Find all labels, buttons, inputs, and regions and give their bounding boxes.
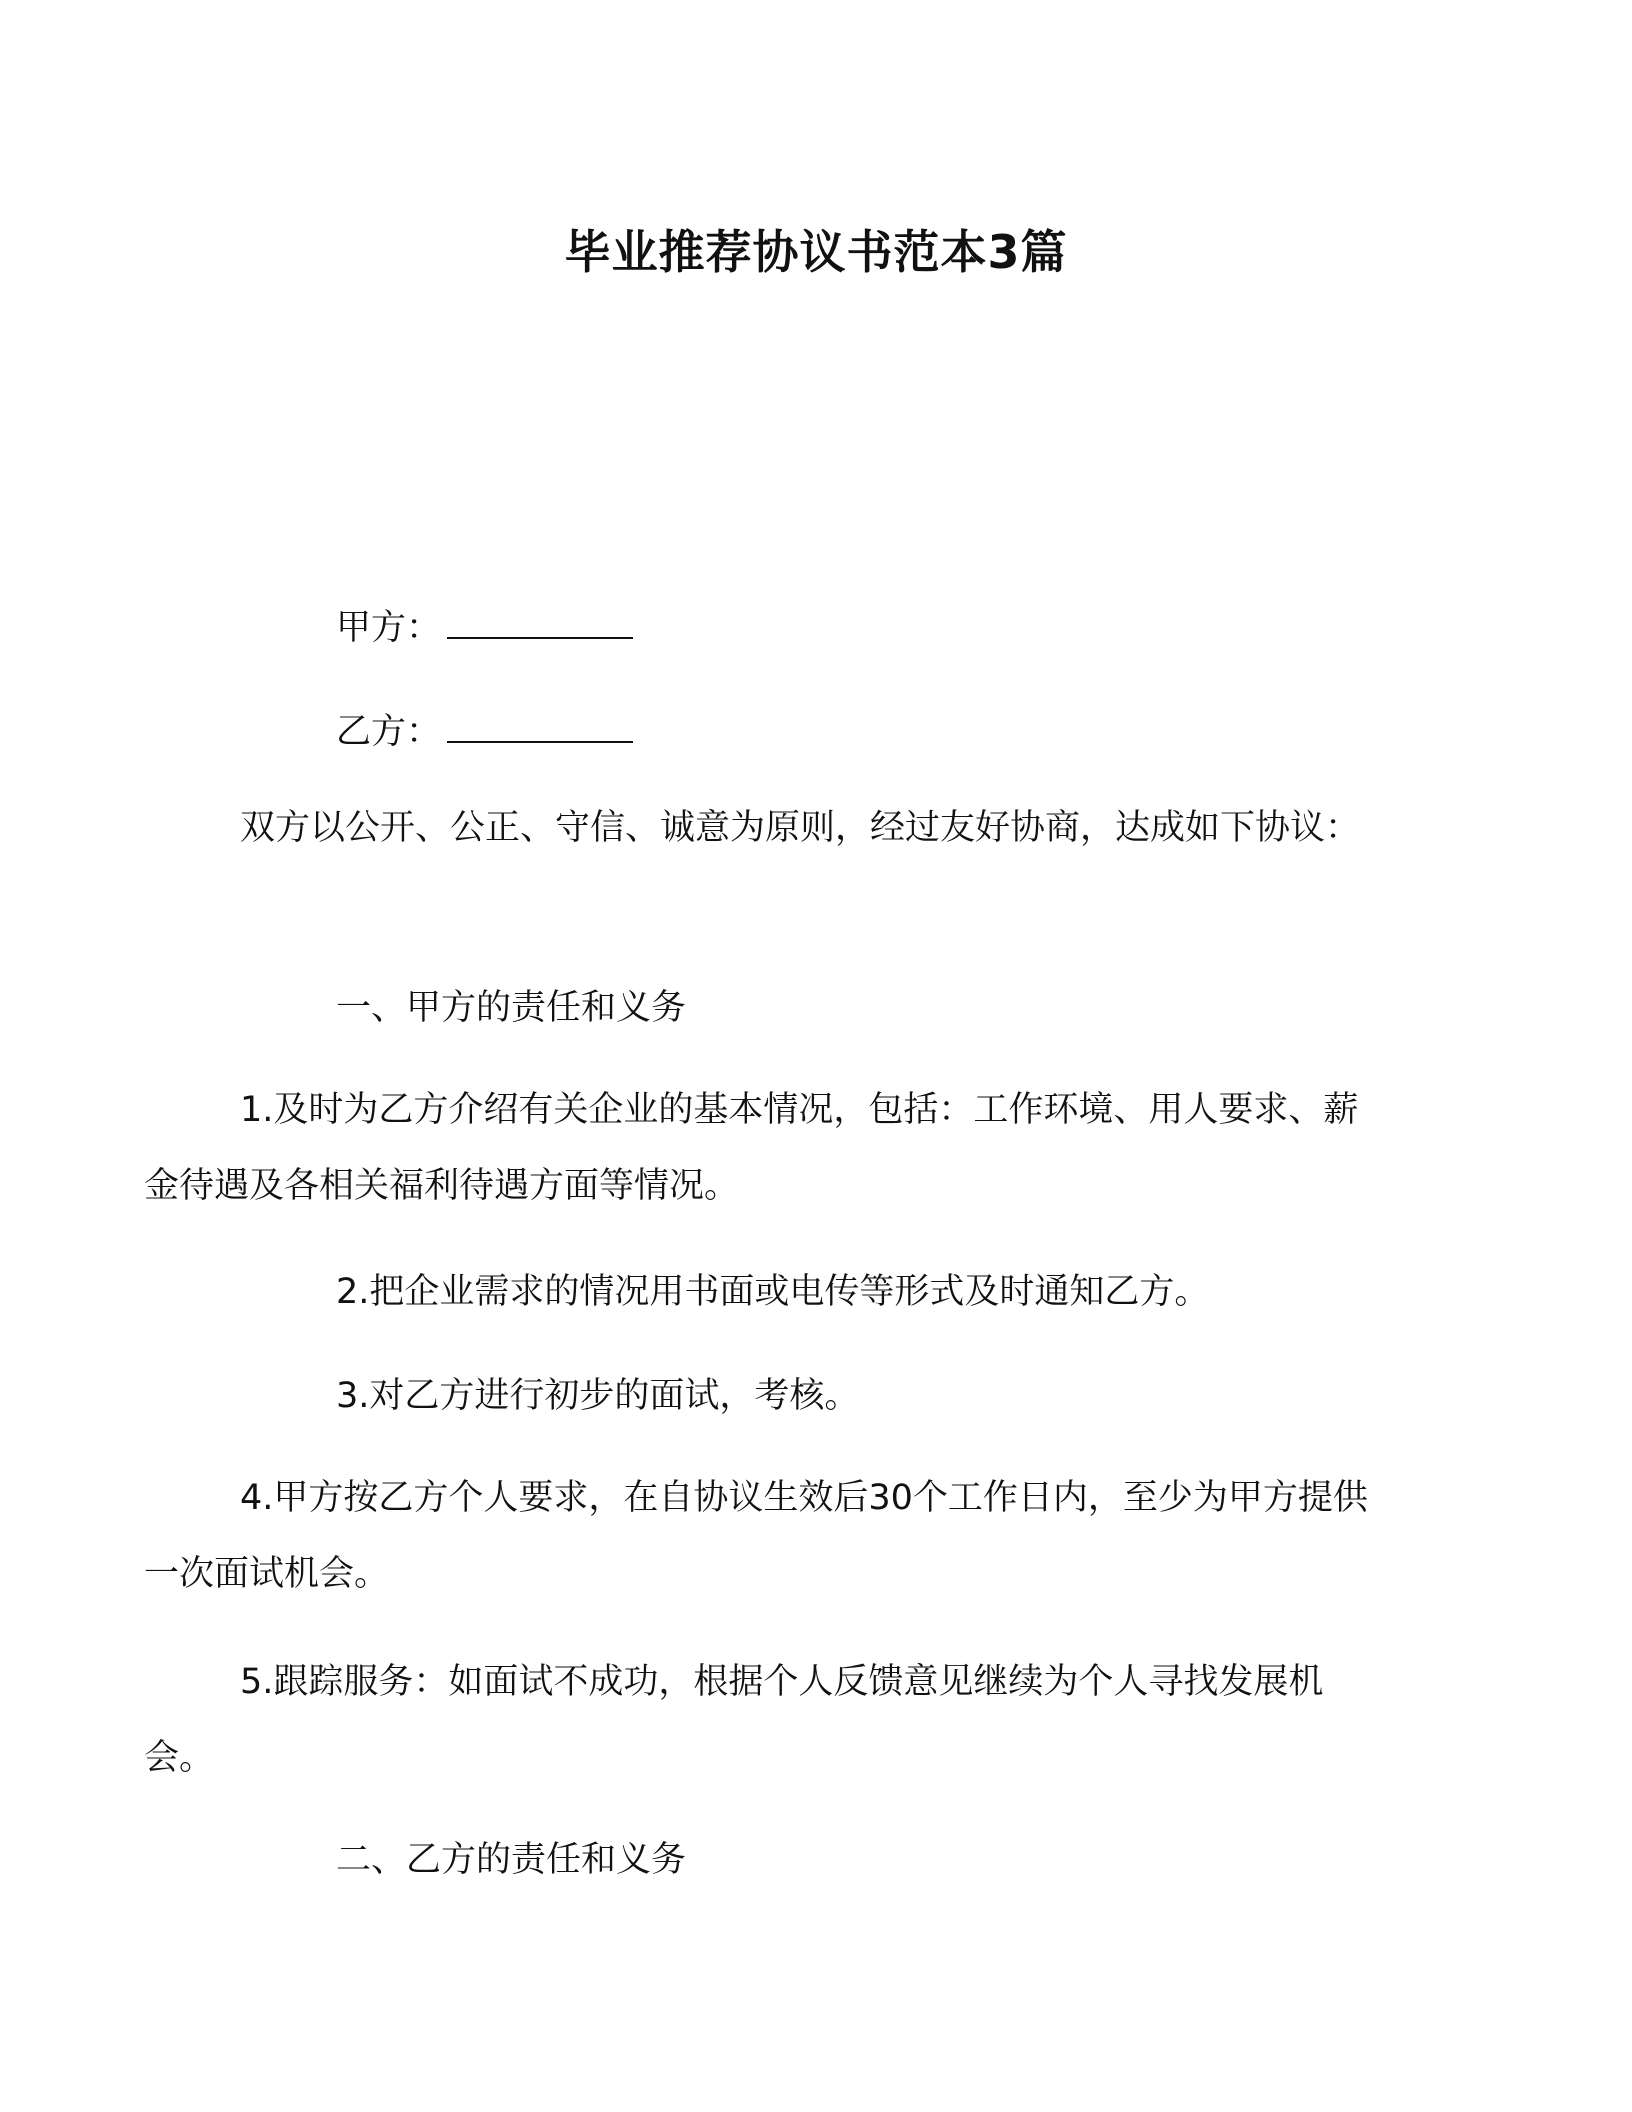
section-heading-party-b: 二、乙方的责任和义务: [336, 1840, 687, 1880]
clause-4: 4.甲方按乙方个人要求，在自协议生效后30个工作日内，至少为甲方提供一次面试机会。: [144, 1478, 1368, 1594]
clause-1: 1.及时为乙方介绍有关企业的基本情况，包括：工作环境、用人要求、薪金待遇及各相关福利待遇方面等情况。: [144, 1090, 1359, 1206]
document-title: 毕业推荐协议书范本3篇: [564, 225, 1068, 279]
preamble-paragraph: 双方以公开、公正、守信、诚意为原则，经过友好协商，达成如下协议：: [240, 808, 1361, 848]
clause-2: 2.把企业需求的情况用书面或电传等形式及时通知乙方。: [336, 1272, 1210, 1312]
party-b-line: [240, 694, 1390, 770]
party-a-line: [240, 590, 1390, 666]
party-b-label: 乙方：: [336, 712, 442, 752]
section-heading-party-a: 一、甲方的责任和义务: [336, 988, 687, 1028]
party-a-blank: [447, 607, 633, 639]
party-b-blank: [447, 711, 633, 743]
party-a-label: 甲方：: [336, 608, 442, 648]
clause-5: 5.跟踪服务：如面试不成功，根据个人反馈意见继续为个人寻找发展机会。: [144, 1662, 1324, 1778]
clause-3: 3.对乙方进行初步的面试，考核。: [336, 1376, 860, 1416]
